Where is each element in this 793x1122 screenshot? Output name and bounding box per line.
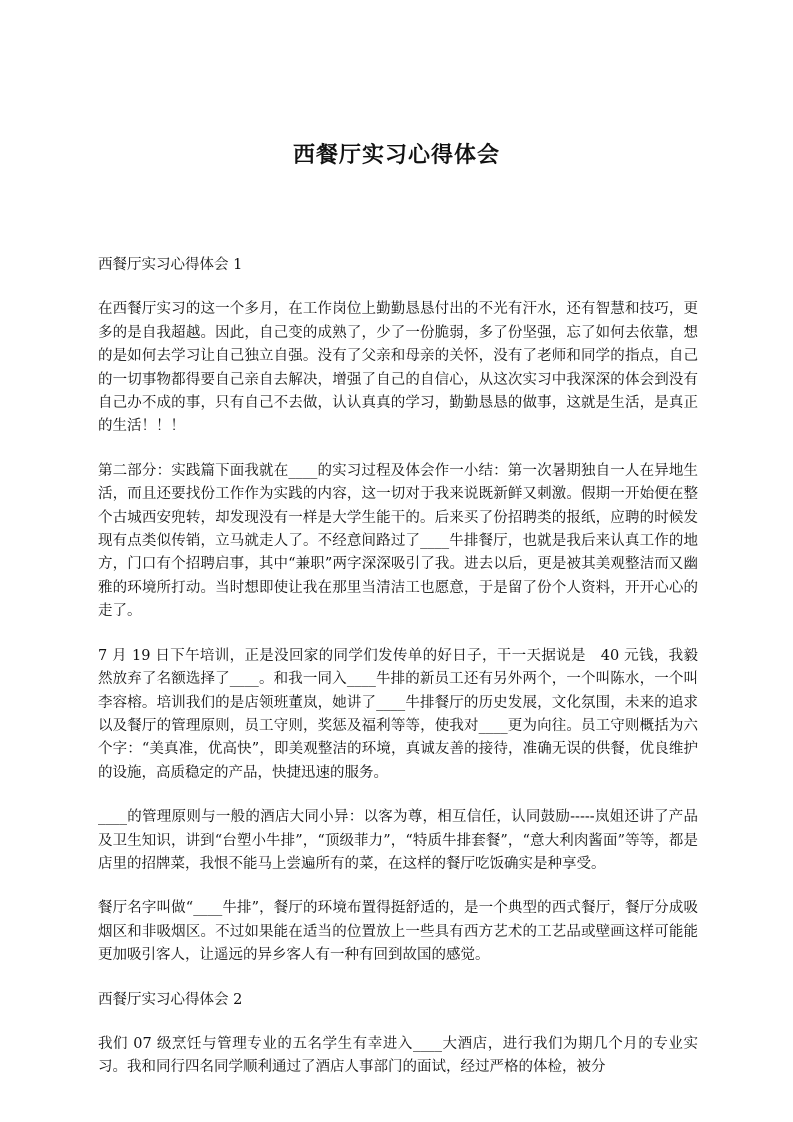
paragraph: 7 月 19 日下午培训，正是没回家的同学们发传单的好日子，干一天据说是 40 元钱，我毅然放弃了名额选择了____。和我一同入____牛排的新员工还有另外两个，一个叫陈水，一个叫李容榕。培训我们的是店领班董岚，她讲了____牛排餐厅的历史发展，文化氛围，未来的追求以及餐厅的管理原则，员工守则，奖惩及福利等等，使我对____更为向往。员工守则概括为六个字：“美真准，优高快”，即美观整洁的环境，真诚友善的接待，准确无误的供餐，优良维护的设施，高质稳定的产品，快捷迅速的服务。 bbox=[98, 647, 698, 781]
document-body bbox=[98, 254, 698, 1101]
paragraph: 在西餐厅实习的这一个多月，在工作岗位上勤勤恳恳付出的不光有汗水，还有智慧和技巧，更多的是自我超越。因此，自己变的成熟了，少了一份脆弱，多了份坚强，忘了如何去依靠，想的是如何去学习让自己独立自强。没有了父亲和母亲的关怀，没有了老师和同学的指点，自己的一切事物都得要自己亲自去解决，增强了自己的自信心，从这次实习中我深深的体会到没有自己办不成的事，只有自己不去做，认认真真的学习，勤勤恳恳的做事，这就是生活，是真正的生活！！！ bbox=[98, 301, 698, 435]
paragraph: 第二部分：实践篇下面我就在____的实习过程及体会作一小结：第一次暑期独自一人在异地生活，而且还要找份工作作为实践的内容，这一切对于我来说既新鲜又刺激。假期一开始便在整个古城西安兜转，却发现没有一样是大学生能干的。后来买了份招聘类的报纸，应聘的时候发现有点类似传销，立马就走人了。不经意间路过了____牛排餐厅，也就是我后来认真工作的地方，门口有个招聘启事，其中“兼职”两字深深吸引了我。进去以后，更是被其美观整洁而又幽雅的环境所打动。当时想即使让我在那里当清洁工也愿意，于是留了份个人资料，开开心心的走了。 bbox=[98, 462, 698, 620]
document-title: 西餐厅实习心得体会 bbox=[292, 143, 500, 168]
paragraph: 餐厅名字叫做“____牛排”，餐厅的环境布置得挺舒适的，是一个典型的西式餐厅，餐厅分成吸烟区和非吸烟区。不过如果能在适当的位置放上一些具有西方艺术的工艺品或壁画这样可能能更加吸引客人，让遥远的异乡客人有一种有回到故国的感觉。 bbox=[98, 900, 698, 964]
paragraph: ____的管理原则与一般的酒店大同小异：以客为尊，相互信任，认同鼓励-----岚姐还讲了产品及卫生知识，讲到“台塑小牛排”，“顶级菲力”，“特质牛排套餐”，“意大利肉酱面”等等，都是店里的招牌菜，我恨不能马上尝遍所有的菜，在这样的餐厅吃饭确实是种享受。 bbox=[98, 809, 698, 872]
section-heading-1: 西餐厅实习心得体会 1 bbox=[98, 257, 243, 273]
paragraph: 我们 07 级烹饪与管理专业的五名学生有幸进入____大酒店，进行我们为期几个月的专业实习。我和同行四名同学顺利通过了酒店人事部门的面试，经过严格的体检，被分 bbox=[98, 1035, 698, 1076]
section-heading-2: 西餐厅实习心得体会 2 bbox=[98, 991, 243, 1008]
